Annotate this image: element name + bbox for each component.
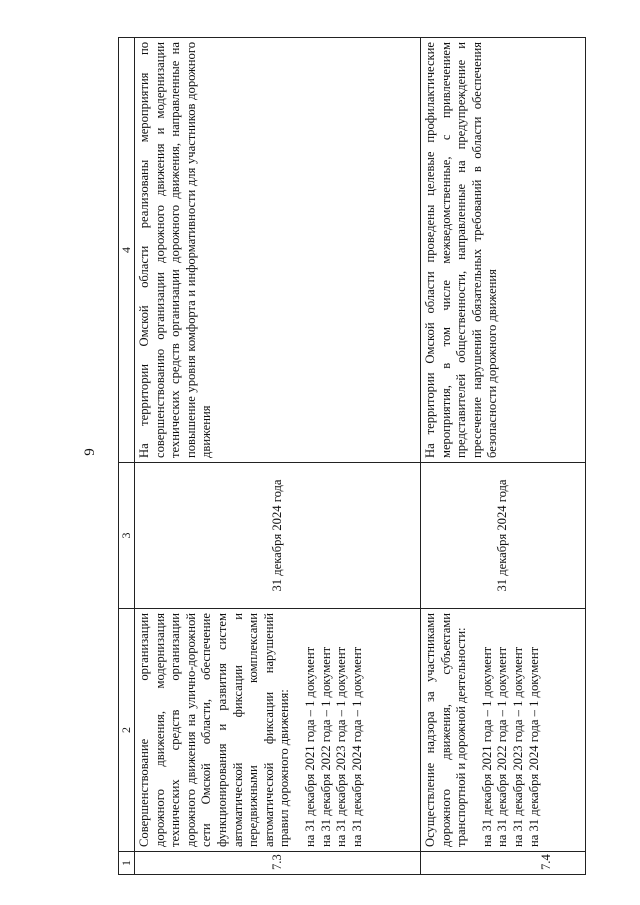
- deadline-cell: 31 декабря 2024 года: [421, 463, 586, 609]
- list-item: на 31 декабря 2023 года – 1 документ: [510, 646, 525, 847]
- column-header: 1: [119, 852, 135, 875]
- list-item: на 31 декабря 2021 года – 1 документ: [302, 646, 317, 847]
- list-item: на 31 декабря 2024 года – 1 документ: [349, 646, 364, 847]
- column-header: 3: [119, 463, 135, 609]
- list-item: на 31 декабря 2023 года – 1 документ: [334, 646, 349, 847]
- measure-cell: [135, 609, 421, 852]
- result-cell: На территории Омской области проведены целевые профилактические мероприятия, в том числе межведомственные, с привлечением представителей общественности, направленные на предупреждение и пресечение нарушений обязательных требований в области обеспечения безопасности дорожного движения: [421, 38, 586, 463]
- measure-cell: [421, 609, 586, 852]
- deadline-cell: 31 декабря 2024 года: [135, 463, 421, 609]
- measure-text: Осуществление надзора за участниками дорожного движения, субъектами транспортной и дорожной деятельности:: [423, 613, 469, 847]
- page-number: 9: [82, 448, 98, 456]
- document-list: [303, 613, 365, 847]
- list-item: на 31 декабря 2022 года – 1 документ: [495, 646, 510, 847]
- measures-table: [118, 37, 586, 875]
- result-cell: На территории Омской области реализованы мероприятия по совершенствованию организации дорожного движения и модернизации технических средств организации дорожного движения, направленные на повышение уровня комфорта и информативности для участников дорожного движения: [135, 38, 421, 463]
- column-header: 4: [119, 38, 135, 463]
- list-item: на 31 декабря 2022 года – 1 документ: [318, 646, 333, 847]
- list-item: на 31 декабря 2021 года – 1 документ: [479, 646, 494, 847]
- document-list: [480, 613, 542, 847]
- header-row: [119, 38, 135, 875]
- table-row: [421, 38, 586, 875]
- row-number: 7.3: [135, 852, 421, 875]
- table-row: [135, 38, 421, 875]
- measure-text: Совершенствование организации дорожного движения, модернизация технических средств организации дорожного движения на улично-дорожной сети Омской области, обеспечение функционирования и развития систем автоматической фиксации и передвижными комплексами автоматической фиксации нарушений правил дорожного движения:: [137, 613, 292, 847]
- column-header: 2: [119, 609, 135, 852]
- list-item: на 31 декабря 2024 года – 1 документ: [526, 646, 541, 847]
- row-number: 7.4: [421, 852, 586, 875]
